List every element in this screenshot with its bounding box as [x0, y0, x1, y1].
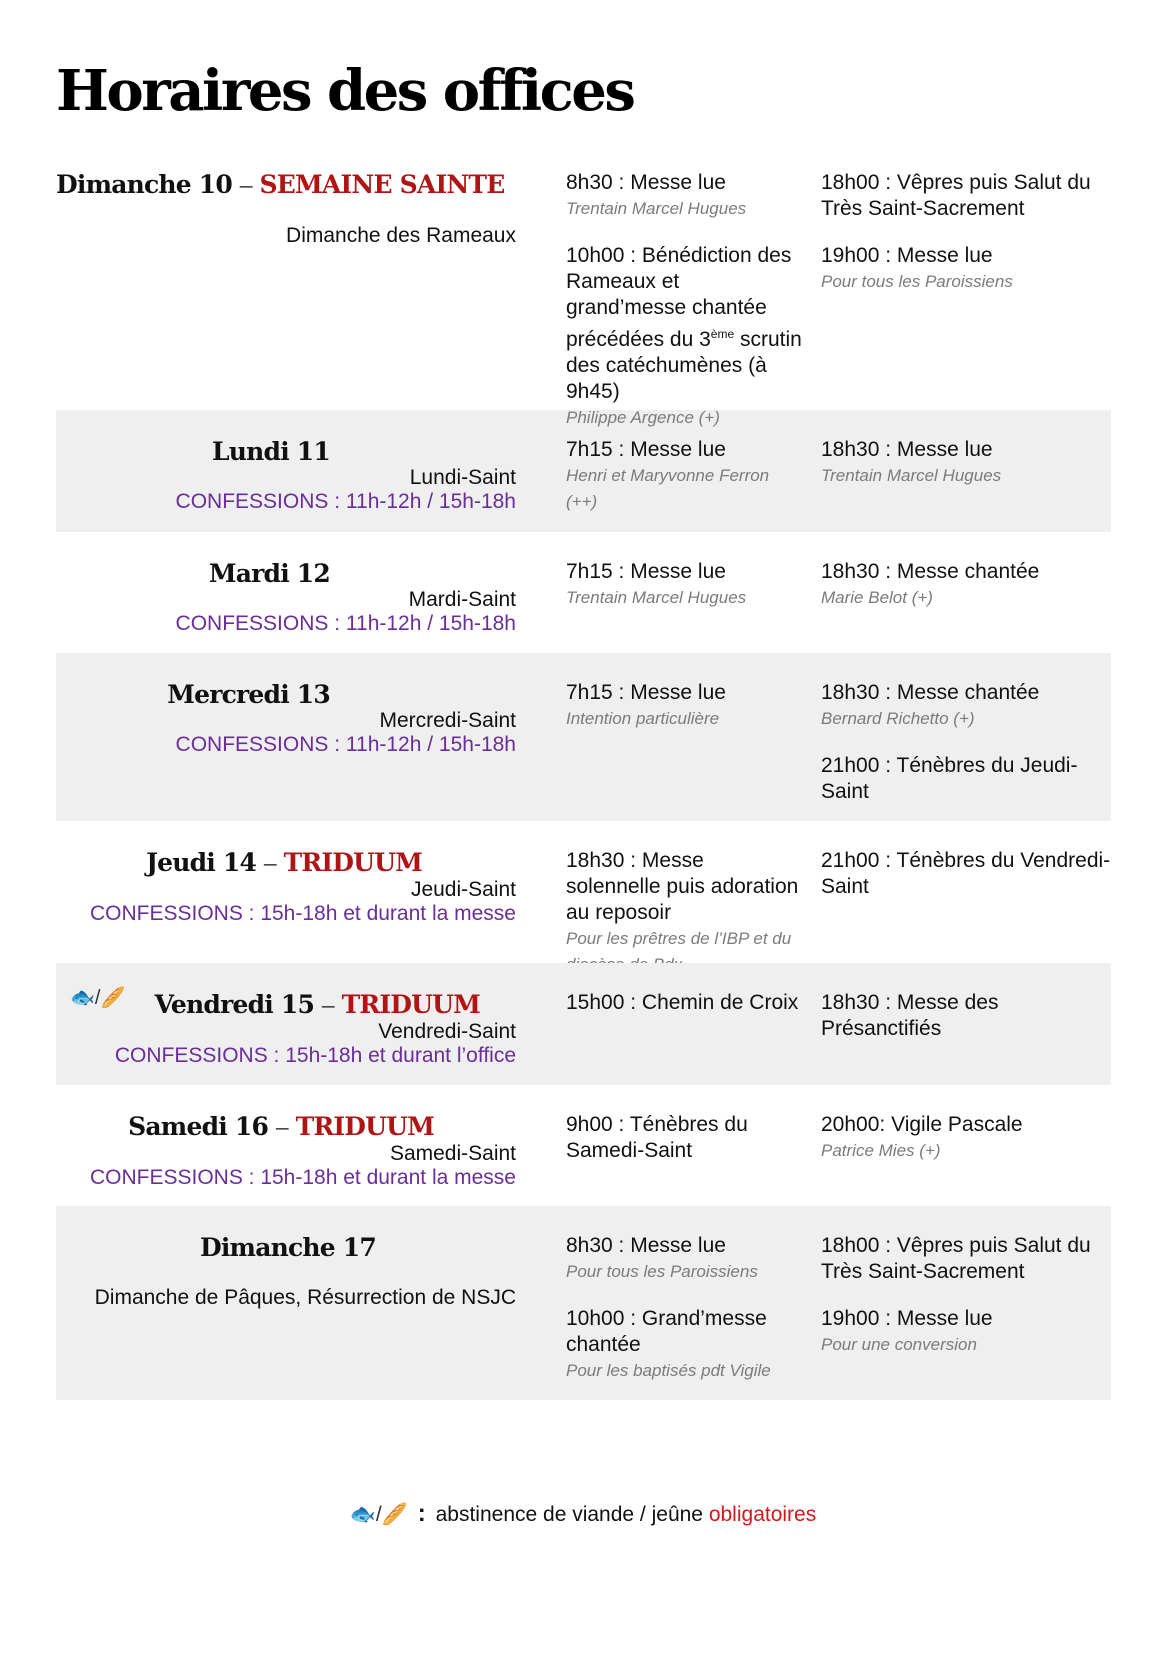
- day-heading: [56, 680, 330, 709]
- morning-column: [522, 990, 802, 1085]
- day-heading: [56, 437, 330, 466]
- bread-icon: 🥖: [100, 987, 126, 1009]
- day-row-mercredi-13: [56, 653, 1111, 821]
- fish-icon: 🐟: [70, 987, 95, 1009]
- service-item: [566, 1306, 802, 1384]
- service-item: [566, 680, 802, 732]
- service-item: [821, 437, 1111, 489]
- day-tag: TRIDUUM: [341, 990, 480, 1019]
- service-title: 21h00 : Ténèbres du Vendredi-Saint: [821, 849, 1111, 898]
- day-name: Samedi-Saint: [389, 1142, 516, 1165]
- service-intention: Trentain Marcel Hugues: [566, 199, 747, 218]
- legend: [0, 1500, 1166, 1528]
- day-cell: [56, 848, 522, 963]
- service-title: 9h00 : Ténèbres du Samedi-Saint: [566, 1113, 748, 1162]
- service-item: [566, 559, 802, 611]
- service-title: 7h15 : Messe lue: [566, 560, 726, 583]
- day-separator: –: [239, 172, 252, 199]
- day-date: Jeudi 14: [146, 848, 257, 877]
- confessions-times: CONFESSIONS : 11h-12h / 15h-18h: [175, 612, 516, 635]
- confessions-times: CONFESSIONS : 15h-18h et durant la messe: [89, 902, 516, 925]
- day-heading: [56, 1233, 376, 1262]
- day-row-dimanche-17: [56, 1206, 1111, 1400]
- day-heading: [56, 170, 505, 200]
- service-title: 18h30 : Messe des Présanctifiés: [821, 991, 999, 1040]
- service-item: [566, 437, 802, 515]
- service-item: [566, 1112, 802, 1164]
- service-intention: Pour tous les Paroissiens: [566, 1262, 758, 1281]
- day-row-samedi-16: [56, 1085, 1111, 1206]
- day-tag: TRIDUUM: [283, 848, 422, 877]
- page-title: Horaires des offices: [56, 58, 634, 124]
- day-name: Jeudi-Saint: [410, 878, 516, 901]
- day-cell: [56, 559, 522, 653]
- service-item: [566, 170, 802, 222]
- day-date: Lundi 11: [211, 437, 330, 466]
- evening-column: [802, 1233, 1111, 1400]
- slash-separator: /: [375, 1503, 382, 1526]
- service-item: [821, 559, 1111, 611]
- service-intention: Bernard Richetto (+): [821, 709, 975, 728]
- service-item: [821, 1233, 1111, 1285]
- abstinence-fasting-icons: [70, 985, 125, 1010]
- service-intention: Intention particulière: [566, 709, 720, 728]
- morning-column: [522, 559, 802, 653]
- day-date: Dimanche 10: [56, 170, 233, 199]
- schedule-table: [56, 168, 1111, 1400]
- evening-column: [802, 848, 1111, 963]
- service-intention: Patrice Mies (+): [821, 1141, 941, 1160]
- day-cell: [56, 1112, 522, 1206]
- day-name: Lundi-Saint: [409, 466, 516, 489]
- service-item: [566, 1233, 802, 1285]
- service-item: [821, 1306, 1111, 1358]
- day-cell: [56, 990, 522, 1085]
- service-item: [821, 170, 1111, 222]
- day-row-dimanche-10: [56, 168, 1111, 427]
- day-row-vendredi-15: [56, 963, 1111, 1085]
- day-name: Vendredi-Saint: [378, 1020, 516, 1043]
- legend-text: abstinence de viande / jeûne: [435, 1503, 703, 1526]
- day-name: Dimanche de Pâques, Résurrection de NSJC: [94, 1286, 516, 1309]
- day-heading: [56, 559, 330, 588]
- confessions-times: CONFESSIONS : 15h-18h et durant la messe: [89, 1166, 516, 1189]
- day-cell: [56, 170, 522, 410]
- service-title: 18h00 : Vêpres puis Salut du Très Saint-Sacrement: [821, 1234, 1091, 1283]
- service-item: [821, 848, 1111, 900]
- day-date: Mardi 12: [208, 559, 330, 588]
- evening-column: [802, 680, 1111, 821]
- day-date: Samedi 16: [128, 1112, 269, 1141]
- evening-column: [802, 1112, 1111, 1206]
- service-title: 7h15 : Messe lue: [566, 438, 726, 461]
- service-item: [821, 1112, 1111, 1164]
- day-separator: –: [275, 1114, 288, 1141]
- service-item: [566, 990, 802, 1016]
- service-title: 18h00 : Vêpres puis Salut du Très Saint-Sacrement: [821, 171, 1091, 220]
- service-intention: Henri et Maryvonne Ferron (++): [566, 466, 770, 511]
- service-title: 21h00 : Ténèbres du Jeudi-Saint: [821, 754, 1078, 803]
- service-intention: Pour une conversion: [821, 1335, 977, 1354]
- service-item: [821, 243, 1111, 295]
- day-name: Mardi-Saint: [408, 588, 516, 611]
- service-title: 20h00: Vigile Pascale: [821, 1113, 1023, 1136]
- day-heading: [56, 848, 422, 878]
- day-cell: [56, 1233, 522, 1400]
- legend-highlight: obligatoires: [708, 1503, 817, 1526]
- evening-column: [802, 170, 1111, 410]
- service-intention: Pour les prêtres de l’IBP et du: [566, 929, 792, 948]
- service-item: [821, 990, 1111, 1042]
- service-intention: Marie Belot (+): [821, 588, 933, 607]
- day-row-jeudi-14: [56, 821, 1111, 963]
- evening-column: [802, 990, 1111, 1085]
- morning-column: [522, 848, 802, 963]
- service-title: 18h30 : Messe solennelle puis adoration au reposoir: [566, 849, 799, 924]
- day-date: Vendredi 15: [154, 990, 315, 1019]
- service-item: [821, 753, 1111, 805]
- day-separator: –: [263, 850, 276, 877]
- service-intention: Pour tous les Paroissiens: [821, 272, 1013, 291]
- service-title: 7h15 : Messe lue: [566, 681, 726, 704]
- day-date: Mercredi 13: [167, 680, 330, 709]
- day-cell: [56, 680, 522, 821]
- service-title: 18h30 : Messe chantée: [821, 681, 1040, 704]
- day-heading: [56, 1112, 434, 1142]
- morning-column: [522, 1112, 802, 1206]
- service-title: 15h00 : Chemin de Croix: [566, 991, 799, 1014]
- morning-column: [522, 170, 802, 427]
- service-intention: Trentain Marcel Hugues: [566, 588, 747, 607]
- service-title: 18h30 : Messe chantée: [821, 560, 1040, 583]
- day-date: Dimanche 17: [199, 1233, 376, 1262]
- service-title: 10h00 : Grand’messe chantée: [566, 1307, 767, 1356]
- bread-icon: 🥖: [381, 1503, 408, 1526]
- slash-separator: /: [94, 987, 101, 1009]
- superscript: ème: [710, 327, 735, 341]
- service-intention: Trentain Marcel Hugues: [821, 466, 1002, 485]
- day-tag: TRIDUUM: [295, 1112, 434, 1141]
- confessions-times: CONFESSIONS : 15h-18h et durant l’office: [114, 1044, 516, 1067]
- morning-column: [522, 437, 802, 532]
- service-intention: Philippe Argence (+): [566, 408, 720, 427]
- service-title: 19h00 : Messe lue: [821, 244, 993, 267]
- confessions-times: CONFESSIONS : 11h-12h / 15h-18h: [175, 733, 516, 756]
- service-title: 19h00 : Messe lue: [821, 1307, 993, 1330]
- service-item: [821, 680, 1111, 732]
- morning-column: [522, 680, 802, 821]
- service-title: 8h30 : Messe lue: [566, 171, 726, 194]
- confessions-times: CONFESSIONS : 11h-12h / 15h-18h: [175, 490, 516, 513]
- service-intention: Pour les baptisés pdt Vigile: [566, 1361, 771, 1380]
- service-title: 18h30 : Messe lue: [821, 438, 993, 461]
- morning-column: [522, 1233, 802, 1400]
- service-title: 8h30 : Messe lue: [566, 1234, 726, 1257]
- day-separator: –: [321, 992, 334, 1019]
- fish-icon: 🐟: [349, 1503, 376, 1526]
- service-item: [566, 243, 802, 431]
- day-name: Dimanche des Rameaux: [286, 224, 516, 247]
- day-cell: [56, 437, 522, 532]
- day-row-mardi-12: [56, 532, 1111, 653]
- legend-colon: :: [417, 1500, 426, 1527]
- evening-column: [802, 559, 1111, 653]
- service-item: [566, 848, 802, 978]
- evening-column: [802, 437, 1111, 532]
- day-name: Mercredi-Saint: [379, 709, 516, 732]
- day-tag: SEMAINE SAINTE: [259, 170, 505, 199]
- service-title: 10h00 : Bénédiction des Rameaux et grand’messe chantée précédées du 3ème scrutin des catéchumènes (à 9h45): [566, 244, 802, 403]
